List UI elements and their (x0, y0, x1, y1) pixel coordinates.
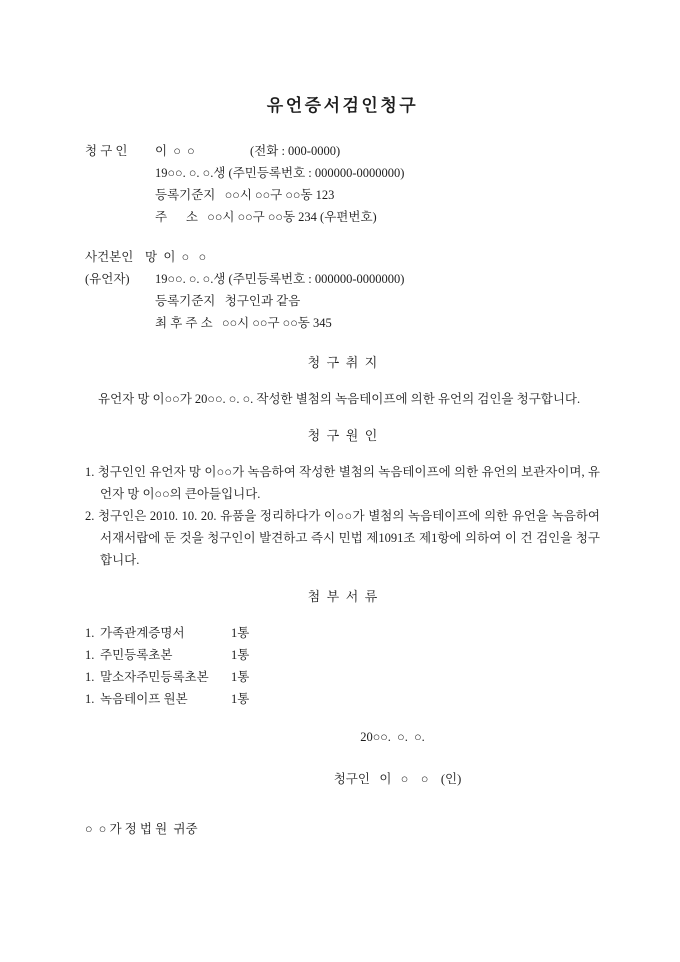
attachments-list (85, 622, 600, 710)
petitioner-birth: 19○○. ○. ○.생 (주민등록번호 : 000000-0000000) (155, 166, 405, 180)
attachment-name: 말소자주민등록초본 (100, 670, 209, 684)
cause-heading: 청 구 원 인 (307, 428, 378, 443)
purpose-heading: 청 구 취 지 (307, 355, 378, 370)
attachment-row (85, 622, 600, 644)
purpose-body: 유언자 망 이○○가 20○○. ○. ○. 작성한 별첨의 녹음테이프에 의한 유언의 검인을 청구합니다. (98, 392, 581, 406)
attachment-number: 1. (85, 692, 95, 706)
subject-role: (유언자) (85, 272, 130, 286)
petitioner-phone: (전화 : 000-0000) (250, 144, 341, 158)
subject-birth: 19○○. ○. ○.생 (주민등록번호 : 000000-0000000) (155, 272, 405, 286)
attachments-heading: 첨 부 서 류 (307, 589, 378, 604)
petitioner-name-line (85, 140, 600, 162)
cause-list (85, 461, 600, 571)
attachment-name: 주민등록초본 (100, 648, 173, 662)
date-line: 20○○. ○. ○. (360, 730, 425, 744)
document-title: 유언증서검인청구 (266, 96, 419, 115)
attachment-count: 1통 (231, 670, 250, 684)
attachment-count: 1통 (231, 648, 250, 662)
petitioner-address: 주 소 ○○시 ○○구 ○○동 234 (우편번호) (155, 210, 377, 224)
petitioner-block (85, 140, 600, 228)
subject-role-line (85, 268, 600, 290)
petitioner-name: 이 ○ ○ (155, 144, 195, 158)
attachment-row (85, 688, 600, 710)
cause-item-number: 1. (85, 465, 95, 479)
subject-name: 망 이 ○ ○ (145, 250, 207, 264)
subject-base-register: 등록기준지 청구인과 같음 (155, 294, 301, 308)
attachment-count: 1통 (231, 626, 250, 640)
attachment-count: 1통 (231, 692, 250, 706)
subject-name-line (85, 246, 600, 268)
attachment-name: 가족관계증명서 (100, 626, 185, 640)
petitioner-label: 청 구 인 (85, 144, 128, 158)
attachment-row (85, 644, 600, 666)
cause-item (85, 505, 600, 571)
cause-item-text: 청구인인 유언자 망 이○○가 녹음하여 작성한 별첨의 녹음테이프에 의한 유언의 보관자이며, 유언자 망 이○○의 큰아들입니다. (97, 465, 600, 501)
attachment-number: 1. (85, 670, 95, 684)
subject-label: 사건본인 (85, 250, 134, 264)
cause-item (85, 461, 600, 505)
cause-item-text: 청구인은 2010. 10. 20. 유품을 정리하다가 이○○가 별첨의 녹음테이프에 의한 유언을 녹음하여 서재서랍에 둔 것을 청구인이 발견하고 즉시 민법 제1091조 제1항에 의하여 이 건 검인을 청구합니다. (97, 509, 600, 567)
attachment-number: 1. (85, 626, 95, 640)
subject-block (85, 246, 600, 334)
signer-line: 청구인 이 ○ ○ (인) (333, 772, 462, 786)
attachment-number: 1. (85, 648, 95, 662)
subject-last-address: 최 후 주 소 ○○시 ○○구 ○○동 345 (155, 316, 332, 330)
cause-item-number: 2. (85, 509, 95, 523)
attachment-row (85, 666, 600, 688)
petitioner-base-register: 등록기준지 ○○시 ○○구 ○○동 123 (155, 188, 335, 202)
attachment-name: 녹음테이프 원본 (100, 692, 188, 706)
court-line: ○ ○ 가 정 법 원 귀중 (85, 822, 198, 836)
